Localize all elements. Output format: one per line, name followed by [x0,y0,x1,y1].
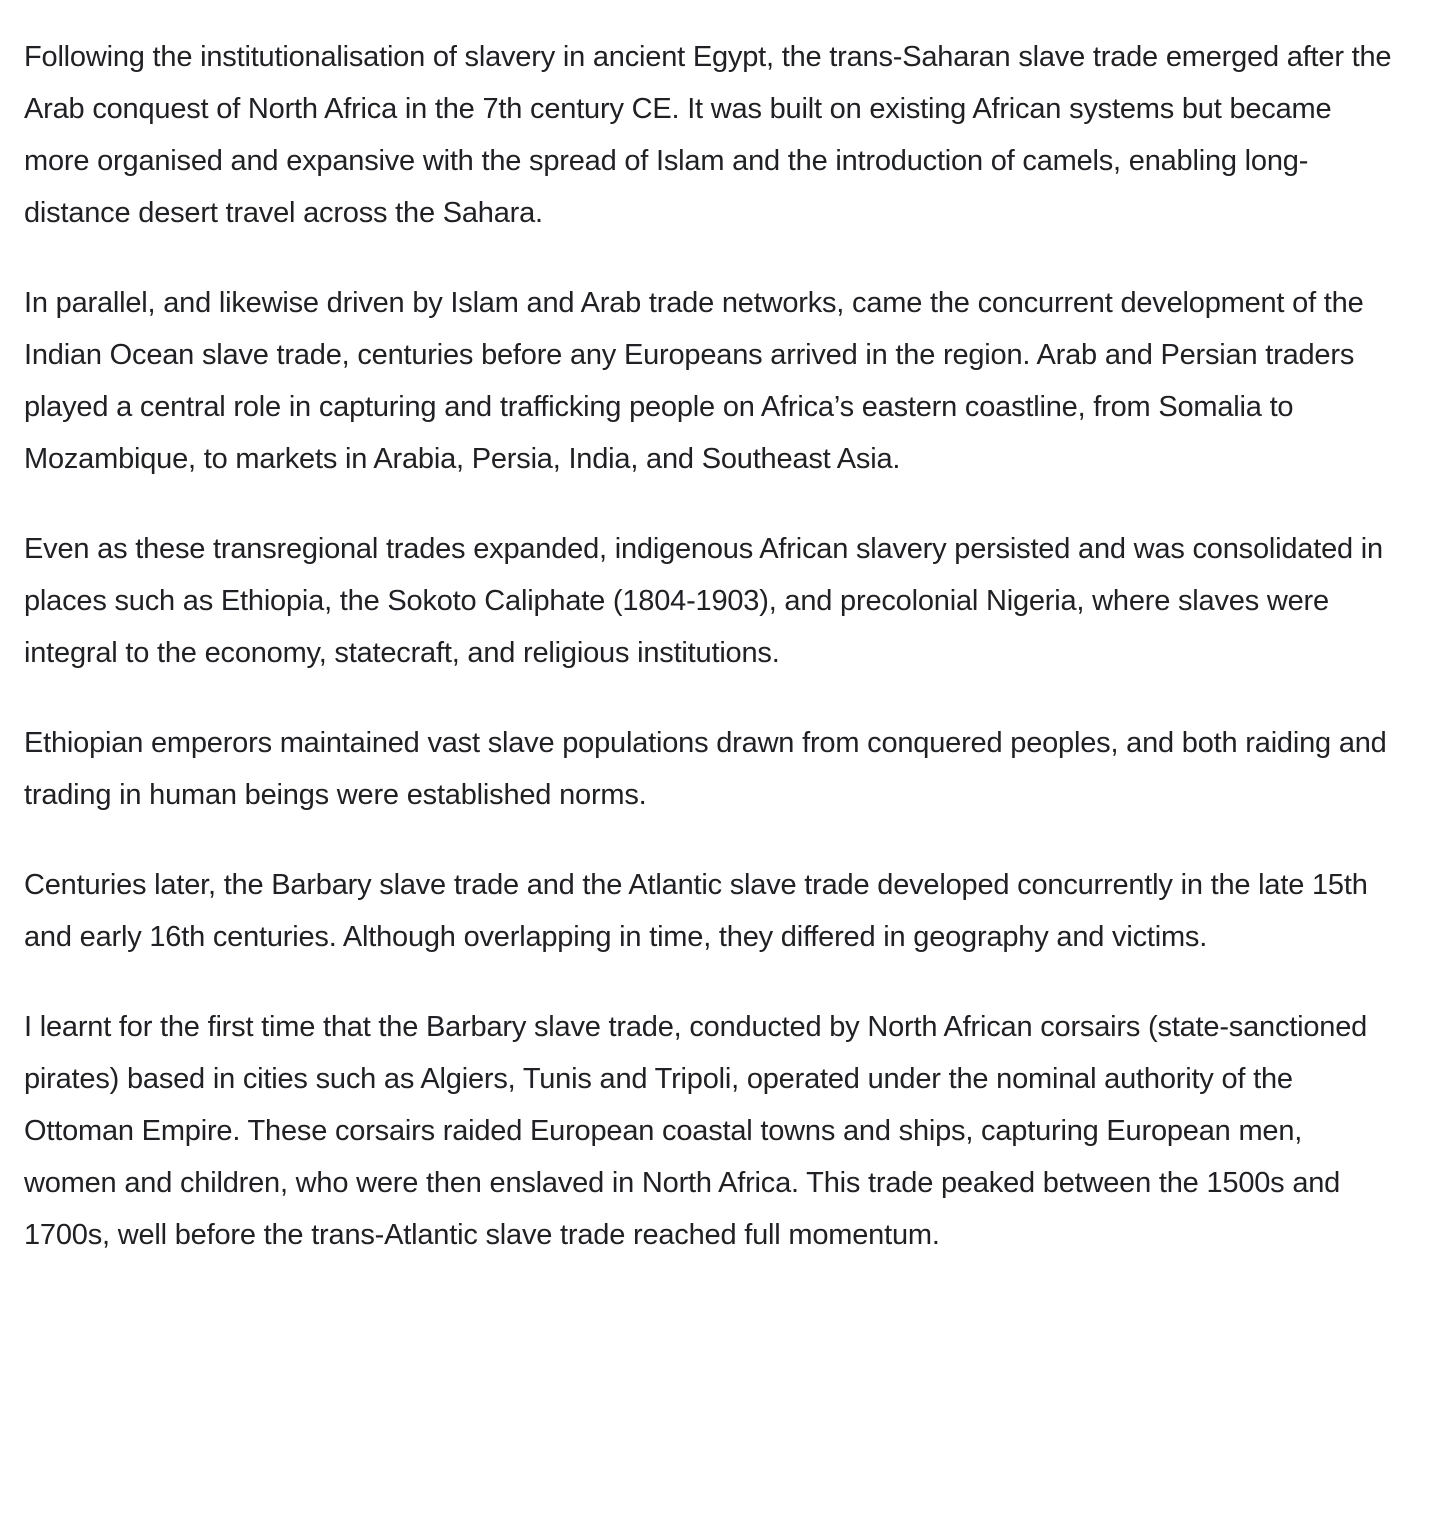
paragraph: Even as these transregional trades expanded, indigenous African slavery persisted and was consolidated in places such as Ethiopia, the Sokoto Caliphate (1804-1903), and precolonial Nigeria, where slaves were integral to the economy, statecraft, and religious institutions. [24,533,1383,669]
paragraph: Following the institutionalisation of slavery in ancient Egypt, the trans-Saharan slave trade emerged after the Arab conquest of North Africa in the 7th century CE. It was built on existing African systems but became more organised and expansive with the spread of Islam and the introduction of camels, enabling long-distance desert travel across the Sahara. [24,41,1392,229]
paragraph: I learnt for the first time that the Barbary slave trade, conducted by North African corsairs (state-sanctioned pirates) based in cities such as Algiers, Tunis and Tripoli, operated under the nominal authority of the Ottoman Empire. These corsairs raided European coastal towns and ships, capturing European men, women and children, who were then enslaved in North Africa. This trade peaked between the 1500s and 1700s, well before the trans-Atlantic slave trade reached full momentum. [24,1011,1368,1251]
paragraph: In parallel, and likewise driven by Islam and Arab trade networks, came the concurrent development of the Indian Ocean slave trade, centuries before any Europeans arrived in the region. Arab and Persian traders played a central role in capturing and trafficking people on Africa’s eastern coastline, from Somalia to Mozambique, to markets in Arabia, Persia, India, and Southeast Asia. [24,287,1364,475]
paragraph: Ethiopian emperors maintained vast slave populations drawn from conquered peoples, and both raiding and trading in human beings were established norms. [24,727,1387,811]
paragraph: Centuries later, the Barbary slave trade and the Atlantic slave trade developed concurrently in the late 15th and early 16th centuries. Although overlapping in time, they differed in geography and victims. [24,869,1368,953]
